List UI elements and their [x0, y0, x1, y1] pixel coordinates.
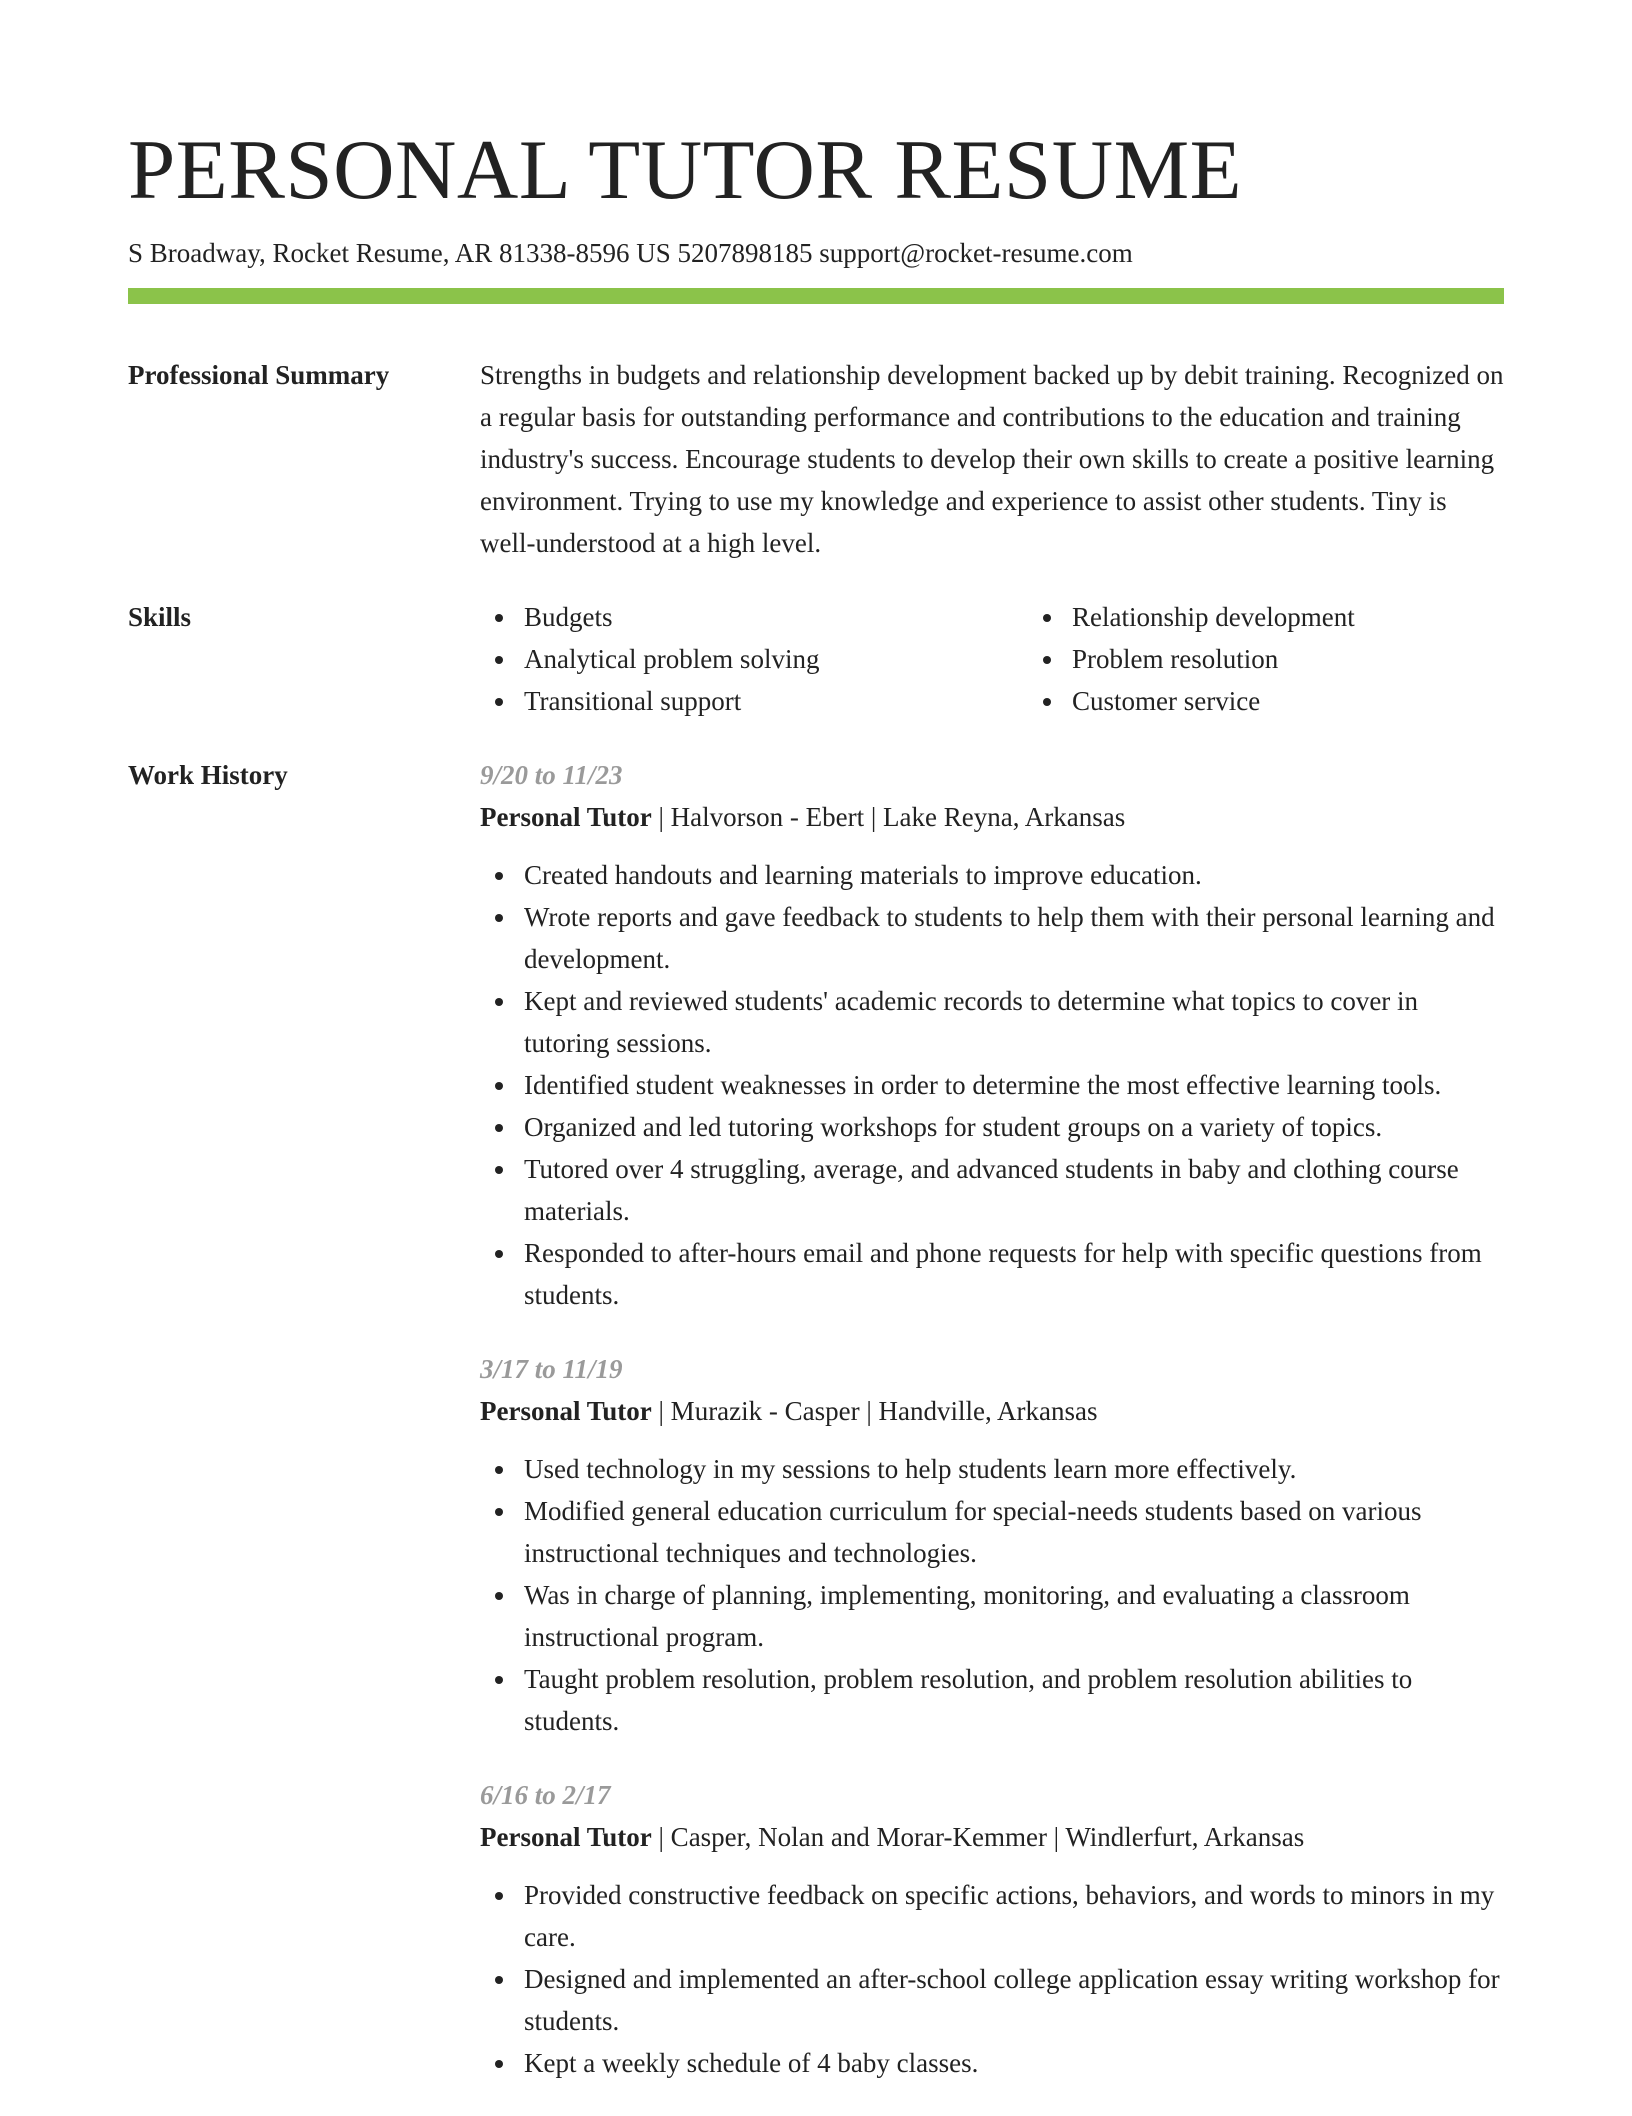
job-bullet: Was in charge of planning, implementing, monitoring, and evaluating a classroom instructional program. [524, 1574, 1504, 1658]
job-dates: 9/20 to 11/23 [480, 760, 623, 790]
job-heading [480, 796, 1504, 838]
job-heading [480, 1816, 1504, 1858]
section-label: Work History [128, 760, 288, 790]
job-title: Personal Tutor [480, 802, 652, 832]
job-title: Personal Tutor [480, 1396, 652, 1426]
work-history-body [480, 754, 1504, 2116]
skill-item: Relationship development [1072, 596, 1576, 638]
job-details: | Halvorson - Ebert | Lake Reyna, Arkansas [651, 802, 1126, 832]
skills-body [480, 596, 1576, 722]
job-bullet: Used technology in my sessions to help students learn more effectively. [524, 1448, 1504, 1490]
skills-grid [480, 596, 1576, 722]
skills-section [128, 596, 1504, 722]
skill-item: Transitional support [524, 680, 1028, 722]
section-label: Skills [128, 602, 192, 632]
job-bullet: Identified student weaknesses in order to determine the most effective learning tools. [524, 1064, 1504, 1106]
header-divider [128, 288, 1504, 304]
job-heading [480, 1390, 1504, 1432]
skill-item: Analytical problem solving [524, 638, 1028, 680]
job-bullet: Organized and led tutoring workshops for student groups on a variety of topics. [524, 1106, 1504, 1148]
resume-page [128, 0, 1504, 2116]
summary-body [480, 354, 1504, 564]
job-bullet: Responded to after-hours email and phone requests for help with specific questions from students. [524, 1232, 1504, 1316]
skill-item: Problem resolution [1072, 638, 1576, 680]
section-label: Professional Summary [128, 360, 390, 390]
work-history-section [128, 754, 1504, 2116]
job-bullets [480, 854, 1504, 1316]
skill-item: Budgets [524, 596, 1028, 638]
job-details: | Casper, Nolan and Morar-Kemmer | Windlerfurt, Arkansas [651, 1822, 1305, 1852]
job-bullet: Designed and implemented an after-school college application essay writing workshop for students. [524, 1958, 1504, 2042]
job-bullet: Tutored over 4 struggling, average, and advanced students in baby and clothing course materials. [524, 1148, 1504, 1232]
job-bullet: Wrote reports and gave feedback to students to help them with their personal learning and development. [524, 896, 1504, 980]
job-bullets [480, 1874, 1504, 2084]
job-bullet: Provided constructive feedback on specific actions, behaviors, and words to minors in my care. [524, 1874, 1504, 1958]
professional-summary-section [128, 354, 1504, 564]
contact-line: S Broadway, Rocket Resume, AR 81338-8596 US 5207898185 support@rocket-resume.com [128, 238, 1133, 268]
job-bullet: Modified general education curriculum for special-needs students based on various instructional techniques and technologies. [524, 1490, 1504, 1574]
skills-column-left [480, 596, 1028, 722]
job-dates: 3/17 to 11/19 [480, 1354, 623, 1384]
job-dates: 6/16 to 2/17 [480, 1780, 611, 1810]
job-entry [480, 1348, 1504, 1742]
job-bullet: Kept and reviewed students' academic records to determine what topics to cover in tutoring sessions. [524, 980, 1504, 1064]
job-title: Personal Tutor [480, 1822, 652, 1852]
skill-item: Customer service [1072, 680, 1576, 722]
job-entry [480, 754, 1504, 1316]
job-bullet: Created handouts and learning materials to improve education. [524, 854, 1504, 896]
summary-text: Strengths in budgets and relationship development backed up by debit training. Recognized on a regular basis for outstanding performance and contributions to the education and training industry's success. Encourage students to develop their own skills to create a positive learning environment. Trying to use my knowledge and experience to assist other students. Tiny is well-understood at a high level. [480, 360, 1504, 558]
job-bullet: Taught problem resolution, problem resolution, and problem resolution abilities to students. [524, 1658, 1504, 1742]
job-bullets [480, 1448, 1504, 1742]
skills-column-right [1028, 596, 1576, 722]
resume-title: PERSONAL TUTOR RESUME [128, 123, 1243, 217]
job-details: | Murazik - Casper | Handville, Arkansas [651, 1396, 1098, 1426]
job-entry [480, 1774, 1504, 2084]
job-bullet: Kept a weekly schedule of 4 baby classes. [524, 2042, 1504, 2084]
